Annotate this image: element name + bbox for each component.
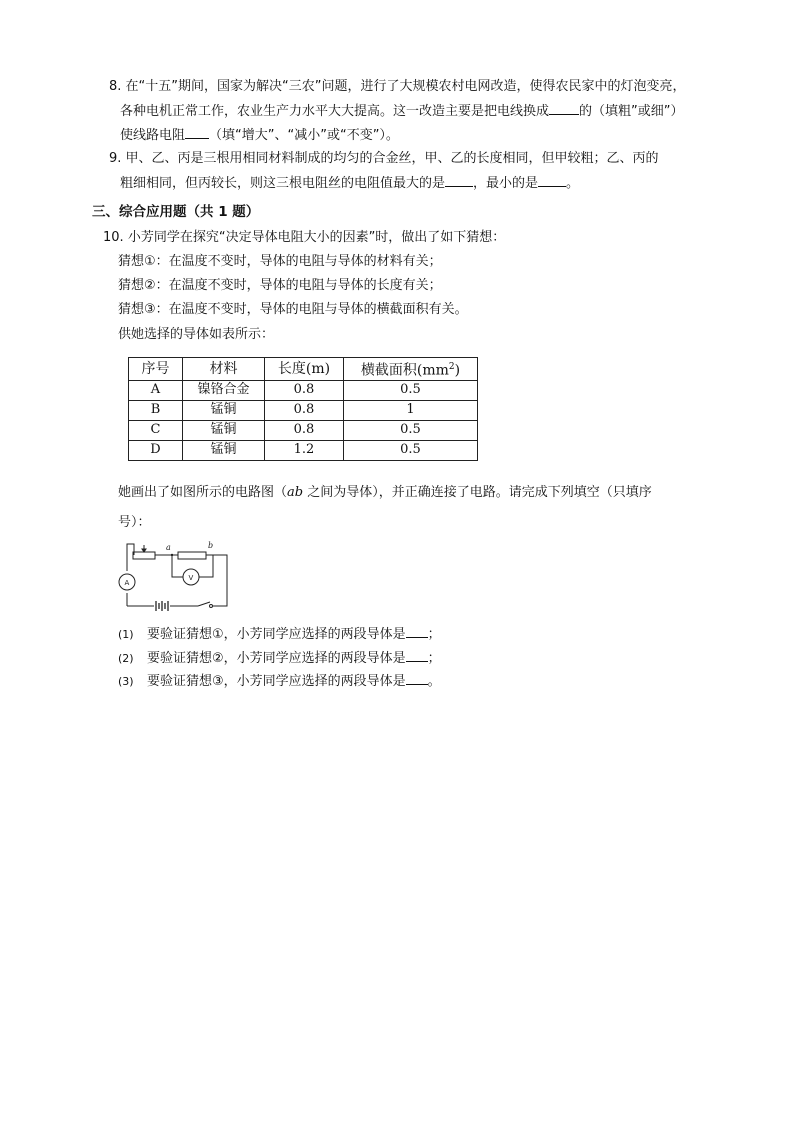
circuit-switch-lever bbox=[198, 602, 210, 606]
area-header-text: 横截面积(mm bbox=[360, 362, 449, 379]
table-header-cell: 材料 bbox=[183, 358, 265, 381]
table-header-cell: 序号 bbox=[129, 358, 183, 381]
q9-line-2 bbox=[120, 174, 579, 193]
q8-text-2: 各种电机正常工作，农业生产力水平大大提高。这一改造主要是把电线换成 bbox=[120, 104, 550, 119]
battery bbox=[156, 601, 168, 611]
label-b: b bbox=[208, 541, 214, 550]
conductor-table bbox=[128, 357, 478, 461]
table-cell: D bbox=[129, 440, 183, 460]
q9-text-2-mid: ，最小的是 bbox=[473, 176, 539, 191]
q8-number: 8. bbox=[109, 79, 122, 94]
q8-line-2 bbox=[120, 102, 684, 121]
label-a: a bbox=[166, 543, 171, 552]
q10-guess-1: 猜想①：在温度不变时，导体的电阻与导体的材料有关； bbox=[118, 254, 442, 269]
table-cell: 1.2 bbox=[265, 440, 344, 460]
circuit-wire-right bbox=[213, 555, 227, 606]
sub-question-1 bbox=[147, 625, 441, 644]
table-header-cell bbox=[344, 358, 478, 381]
table-cell: 0.8 bbox=[265, 420, 344, 440]
q8-line-3 bbox=[120, 126, 399, 145]
rheostat bbox=[133, 552, 155, 559]
section-3-heading: 三、综合应用题（共 1 题） bbox=[92, 204, 260, 220]
q8-text-1: 在“十五”期间，国家为解决“三农”问题，进行了大规模农村电网改造，使得农民家中的灯泡变亮， bbox=[125, 79, 686, 94]
table-cell: A bbox=[129, 380, 183, 400]
table-row bbox=[129, 380, 478, 400]
q8-answer-blank-2[interactable] bbox=[185, 126, 209, 139]
switch-contact bbox=[210, 605, 213, 608]
q10-circuit-text-line-1 bbox=[118, 484, 652, 502]
table-cell: 1 bbox=[344, 400, 478, 420]
sub-question-2-number: (2) bbox=[118, 652, 134, 665]
q9-number: 9. bbox=[109, 151, 122, 166]
q8-text-3-tail: （填“增大”、“减小”或“不变”）。 bbox=[209, 128, 399, 143]
table-row bbox=[129, 400, 478, 420]
table-cell: 0.8 bbox=[265, 380, 344, 400]
area-header-close: ) bbox=[454, 362, 461, 379]
q8-text-2-tail: 的（填粗”或细”） bbox=[579, 104, 684, 119]
table-cell: 镍铬合金 bbox=[183, 380, 265, 400]
table-cell: B bbox=[129, 400, 183, 420]
sub-question-1-number: (1) bbox=[118, 628, 134, 641]
area-header-superscript: 2 bbox=[448, 362, 455, 372]
sub-3-answer-blank[interactable] bbox=[406, 672, 428, 685]
circuit-text-2: 之间为导体），并正确连接了电路。请完成下列填空（只填序 bbox=[303, 485, 652, 500]
q9-text-2-head: 粗细相同，但丙较长，则这三根电阻丝的电阻值最大的是 bbox=[120, 176, 446, 191]
table-header-cell: 长度(m) bbox=[265, 358, 344, 381]
q10-intro: 小芳同学在探究“决定导体电阻大小的因素”时，做出了如下猜想： bbox=[127, 230, 506, 245]
q10-guess-2: 猜想②：在温度不变时，导体的电阻与导体的长度有关； bbox=[118, 278, 442, 293]
sub-2-answer-blank[interactable] bbox=[406, 649, 428, 662]
table-cell: 锰铜 bbox=[183, 420, 265, 440]
q10-table-intro: 供她选择的导体如表所示： bbox=[118, 327, 275, 342]
q9-answer-blank-1[interactable] bbox=[445, 174, 473, 187]
circuit-diagram bbox=[116, 540, 236, 612]
table-cell: 0.5 bbox=[344, 380, 478, 400]
table-cell: 0.5 bbox=[344, 420, 478, 440]
table-cell: 锰铜 bbox=[183, 440, 265, 460]
sub-question-end: ； bbox=[427, 627, 441, 642]
q9-text-1: 甲、乙、丙是三根用相同材料制成的均匀的合金丝，甲、乙的长度相同，但甲较粗；乙、丙的 bbox=[125, 151, 659, 166]
sub-1-answer-blank[interactable] bbox=[406, 625, 428, 638]
node-a bbox=[171, 554, 173, 556]
table-row bbox=[129, 420, 478, 440]
sub-question-3 bbox=[147, 672, 441, 691]
sub-question-text: 要验证猜想①，小芳同学应选择的两段导体是 bbox=[147, 627, 406, 642]
ammeter-label: A bbox=[124, 579, 130, 587]
q9-text-2-tail: 。 bbox=[566, 176, 580, 191]
voltmeter-label: V bbox=[188, 574, 194, 582]
q8-text-3-head: 使线路电阻 bbox=[120, 128, 186, 143]
circuit-text-ab: ab bbox=[287, 485, 304, 500]
sub-question-text: 要验证猜想②，小芳同学应选择的两段导体是 bbox=[147, 651, 406, 666]
q10-number: 10. bbox=[103, 230, 124, 245]
q10-circuit-text-line-2: 号）： bbox=[118, 515, 151, 530]
sub-question-3-number: (3) bbox=[118, 675, 134, 688]
q9-answer-blank-2[interactable] bbox=[538, 174, 566, 187]
q10-guess-3: 猜想③：在温度不变时，导体的电阻与导体的横截面积有关。 bbox=[118, 302, 468, 317]
table-cell: 0.8 bbox=[265, 400, 344, 420]
q8-line-1 bbox=[109, 78, 686, 96]
table-cell: 0.5 bbox=[344, 440, 478, 460]
q9-line-1 bbox=[109, 150, 659, 168]
q10-intro-line bbox=[103, 229, 505, 247]
table-row bbox=[129, 440, 478, 460]
table-cell: 锰铜 bbox=[183, 400, 265, 420]
table-header-row bbox=[129, 358, 478, 381]
sub-question-text: 要验证猜想③，小芳同学应选择的两段导体是 bbox=[147, 674, 406, 689]
q8-answer-blank-1[interactable] bbox=[549, 102, 579, 115]
sub-question-2 bbox=[147, 649, 441, 668]
circuit-text-1: 她画出了如图所示的电路图（ bbox=[118, 485, 288, 500]
sub-question-end: 。 bbox=[427, 674, 441, 689]
table-cell: C bbox=[129, 420, 183, 440]
sub-question-end: ； bbox=[427, 651, 441, 666]
conductor-ab bbox=[178, 552, 206, 559]
